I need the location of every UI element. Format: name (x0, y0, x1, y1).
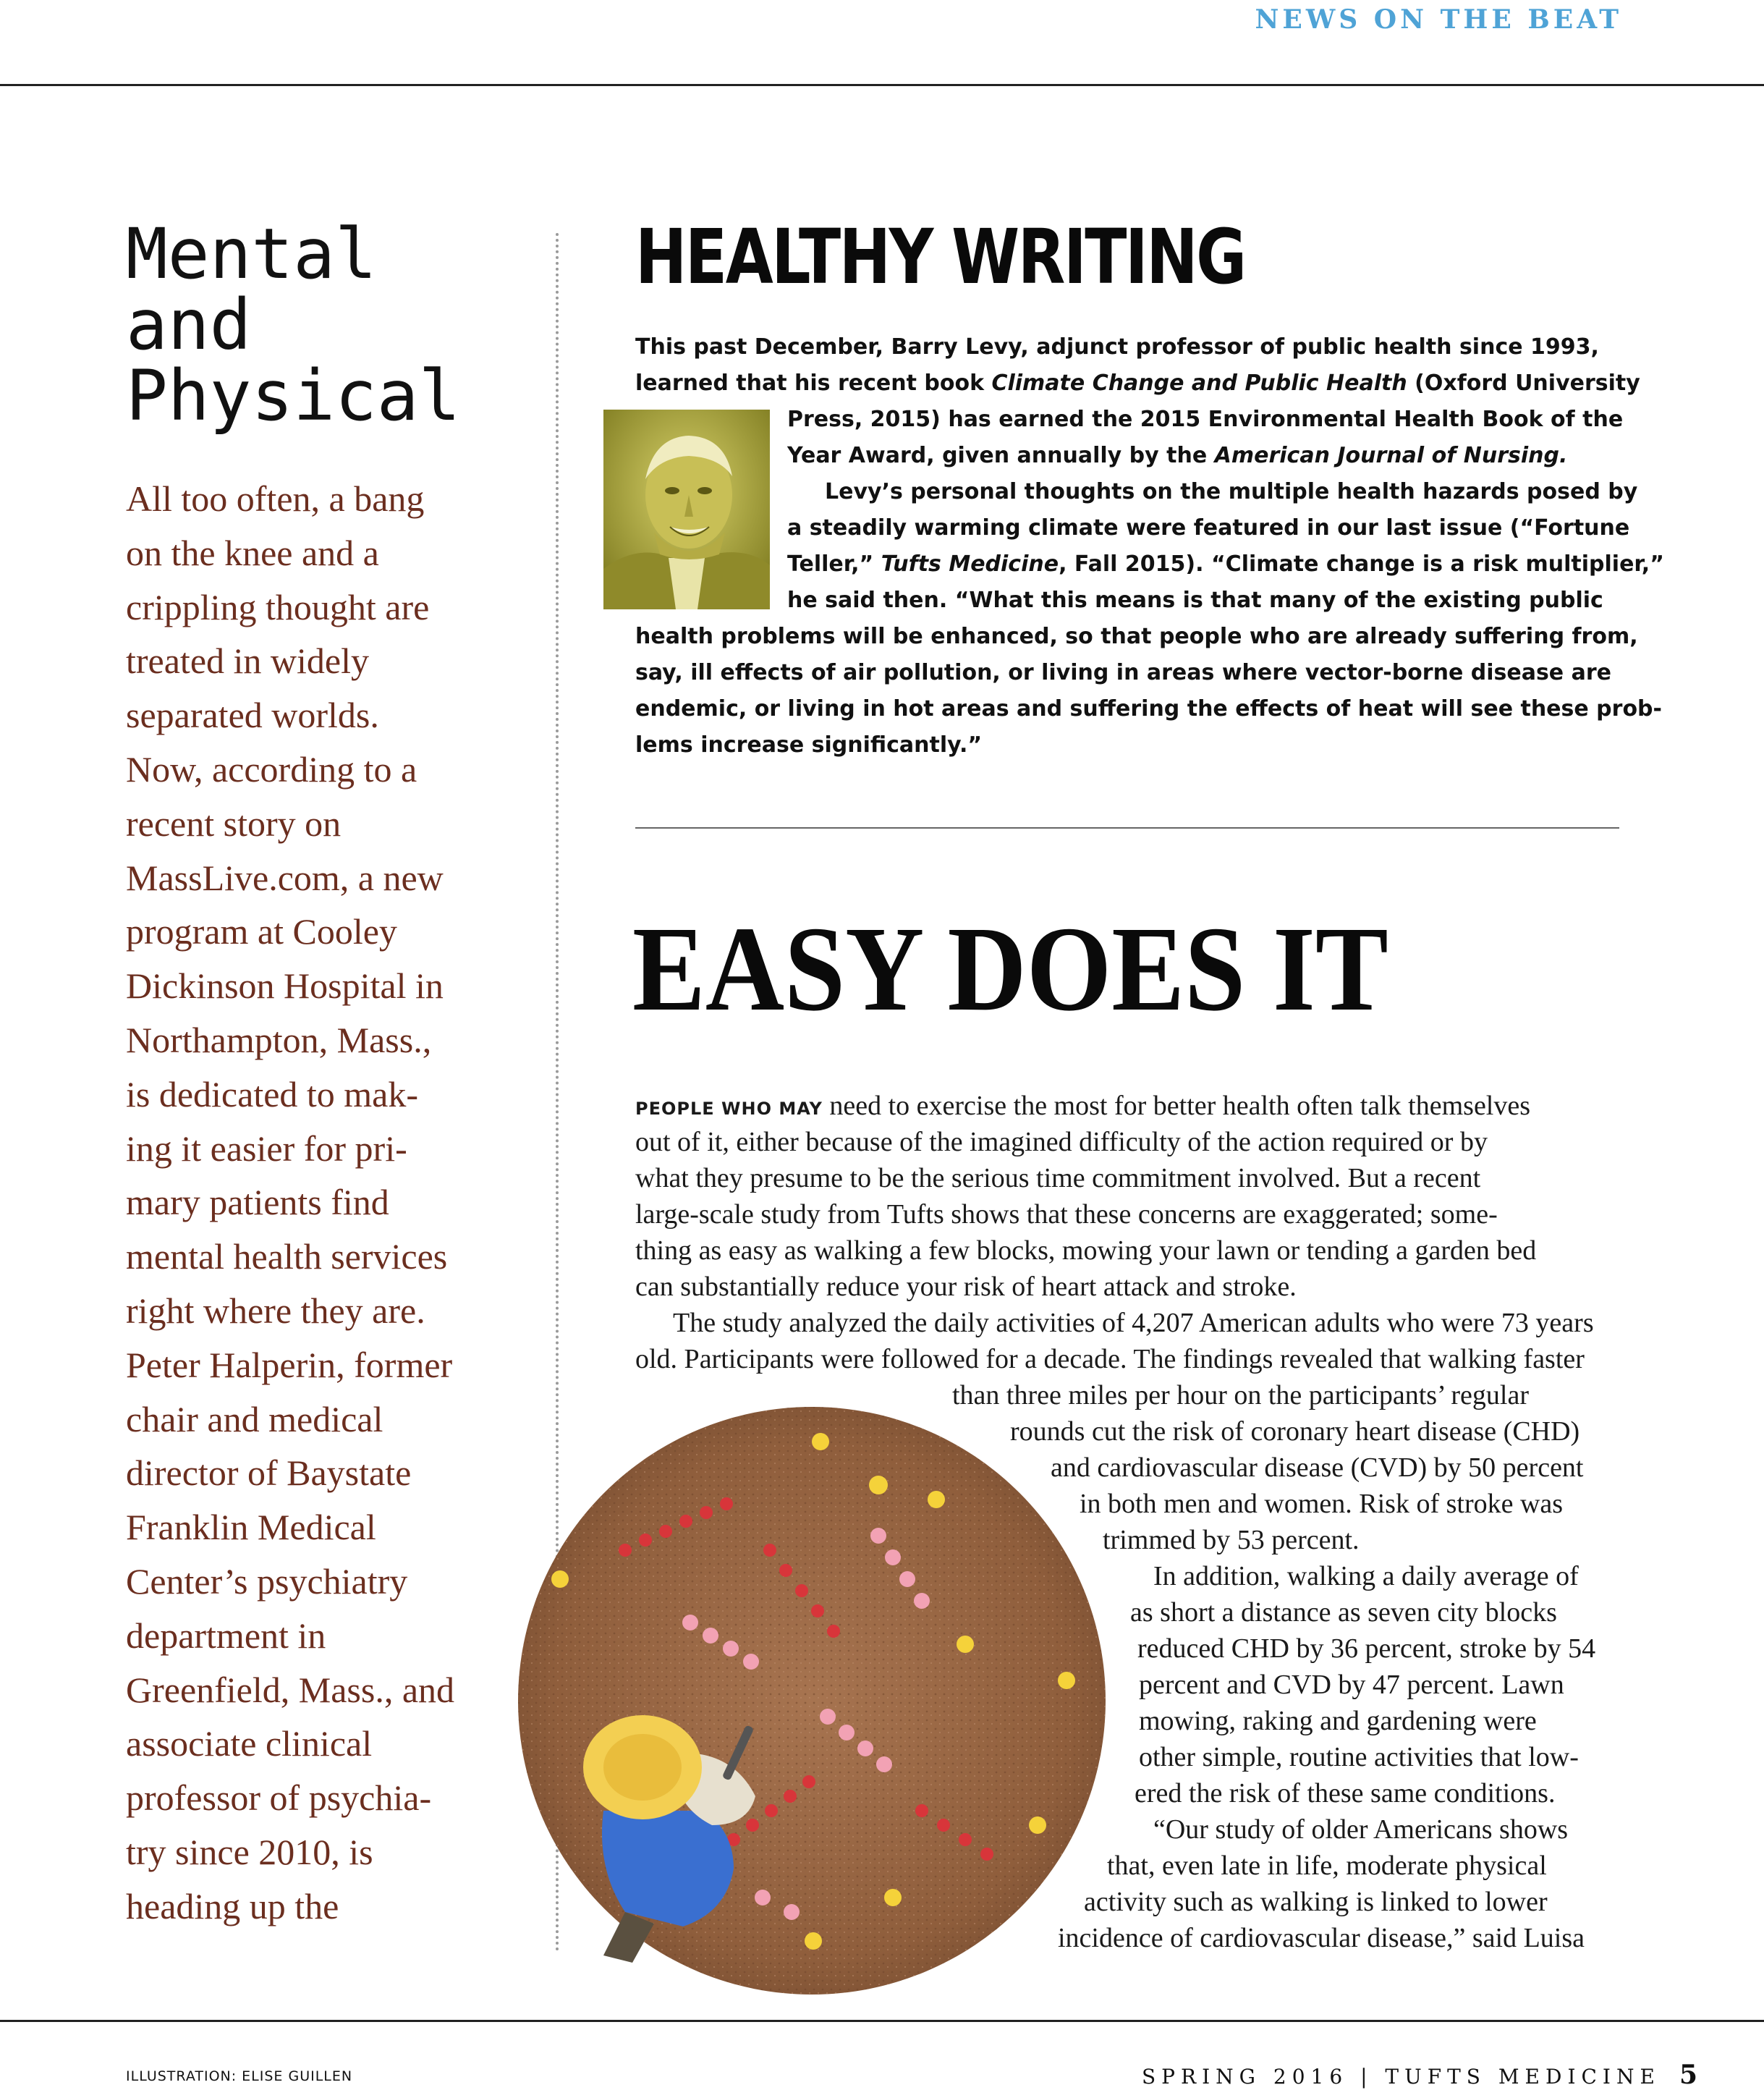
sidebar-line: Now, according to a (126, 748, 417, 790)
sidebar-line: Peter Halperin, former (126, 1344, 453, 1385)
easy-does-it-title: EASY DOES IT (632, 902, 1388, 1036)
hw-line (787, 551, 1664, 577)
section-label: NEWS ON THE BEAT (1255, 4, 1622, 35)
hw-line: Levy’s personal thoughts on the multiple health hazards posed by (825, 479, 1638, 504)
edi-line: ered the risk of these same conditions. (1135, 1778, 1556, 1809)
sidebar-title-line: Mental (126, 213, 377, 295)
edi-line: as short a distance as seven city blocks (1130, 1597, 1557, 1628)
sidebar-line: MassLive.com, a new (126, 857, 444, 898)
edi-line: reduced CHD by 36 percent, stroke by 54 (1137, 1633, 1596, 1664)
folio (1142, 2060, 1697, 2090)
edi-line: than three miles per hour on the participants’ regular (952, 1380, 1529, 1410)
edi-line: activity such as walking is linked to lower (1084, 1887, 1548, 1917)
hw-line: Press, 2015) has earned the 2015 Environmental Health Book of the (787, 407, 1624, 432)
sidebar-line: try since 2010, is (126, 1831, 373, 1872)
edi-line: out of it, either because of the imagined difficulty of the action required or by (635, 1127, 1488, 1157)
edi-line: can substantially reduce your risk of heart attack and stroke. (635, 1272, 1297, 1302)
lead-in: PEOPLE WHO MAY (635, 1099, 823, 1119)
sidebar-title-line: Physical (126, 355, 461, 436)
hw-line: he said then. “What this means is that many of the existing public (787, 588, 1603, 613)
sidebar-line: associate clinical (126, 1723, 373, 1764)
edi-line: thing as easy as walking a few blocks, mowing your lawn or tending a garden bed (635, 1235, 1537, 1266)
sidebar-body (126, 472, 509, 1934)
hw-line: a steadily warming climate were featured in our last issue (“Fortune (787, 515, 1630, 541)
edi-line: percent and CVD by 47 percent. Lawn (1139, 1670, 1564, 1700)
sidebar-line: ing it easier for pri- (126, 1128, 407, 1169)
book-title: Climate Change and Public Health (991, 371, 1407, 396)
hw-line (787, 443, 1567, 468)
sidebar-line: chair and medical (126, 1398, 383, 1439)
illustration-credit: ILLUSTRATION: ELISE GUILLEN (126, 2068, 353, 2084)
edi-line: in both men and women. Risk of stroke was (1080, 1489, 1564, 1519)
sidebar-line: is dedicated to mak- (126, 1073, 419, 1114)
section-divider (635, 827, 1619, 829)
sidebar-line: mary patients find (126, 1182, 389, 1223)
sidebar-line: separated worlds. (126, 695, 379, 736)
edi-line: mowing, raking and gardening were (1139, 1706, 1537, 1736)
sidebar-line: All too often, a bang (126, 478, 425, 519)
magazine-title: Tufts Medicine (881, 551, 1059, 577)
hw-text: (Oxford University (1407, 371, 1640, 396)
healthy-writing-title: HEALTHY WRITING (635, 213, 1245, 301)
sidebar-title-line: and (126, 284, 252, 365)
edi-line: and cardiovascular disease (CVD) by 50 percent (1051, 1452, 1584, 1483)
sidebar-line: Northampton, Mass., (126, 1019, 432, 1060)
edi-line: old. Participants were followed for a decade. The findings revealed that walking faster (635, 1344, 1585, 1374)
sidebar-line: director of Baystate (126, 1452, 412, 1494)
sidebar-line: Franklin Medical (126, 1507, 376, 1548)
hw-line: endemic, or living in hot areas and suffering the effects of heat will see these prob- (635, 696, 1662, 722)
hw-line: say, ill effects of air pollution, or living in areas where vector-borne disease are (635, 660, 1611, 685)
edi-line: that, even late in life, moderate physical (1107, 1850, 1547, 1881)
sidebar-line: heading up the (126, 1885, 339, 1926)
bottom-rule (0, 2020, 1764, 2022)
edi-line (635, 1090, 1530, 1122)
edi-text: need to exercise the most for better health often talk themselves (822, 1091, 1531, 1121)
sidebar-line: treated in widely (126, 640, 369, 682)
sidebar-line: department in (126, 1615, 326, 1656)
sidebar-line: professor of psychia- (126, 1777, 432, 1819)
journal-title: American Journal of Nursing. (1214, 443, 1568, 468)
hw-text: , Fall 2015). “Climate change is a risk multiplier,” (1059, 551, 1664, 577)
gardener-illustration (517, 1405, 1107, 1996)
hw-text: Teller,” (787, 551, 881, 577)
sidebar-line: crippling thought are (126, 586, 430, 627)
hw-text: Year Award, given annually by the (787, 443, 1215, 468)
edi-line: “Our study of older Americans shows (1153, 1814, 1569, 1845)
hw-line: health problems will be enhanced, so that people who are already suffering from, (635, 624, 1638, 649)
sidebar-line: Dickinson Hospital in (126, 965, 444, 1007)
hw-line: This past December, Barry Levy, adjunct professor of public health since 1993, (635, 334, 1599, 360)
edi-line: In addition, walking a daily average of (1153, 1561, 1579, 1591)
sidebar-title (126, 213, 531, 436)
page-number: 5 (1679, 2060, 1697, 2090)
edi-line: The study analyzed the daily activities of 4,207 American adults who were 73 years (673, 1308, 1594, 1338)
edi-line: trimmed by 53 percent. (1103, 1525, 1360, 1555)
hw-text: learned that his recent book (635, 371, 992, 396)
sidebar-line: mental health services (126, 1236, 448, 1277)
top-rule (0, 84, 1764, 86)
hw-line (635, 371, 1640, 396)
hw-line: lems increase significantly.” (635, 732, 983, 758)
edi-line: what they presume to be the serious time commitment involved. But a recent (635, 1163, 1481, 1193)
sidebar-line: right where they are. (126, 1290, 425, 1331)
edi-line: other simple, routine activities that low- (1139, 1742, 1579, 1772)
sidebar-line: program at Cooley (126, 911, 397, 952)
sidebar-line: Greenfield, Mass., and (126, 1669, 455, 1710)
edi-line: large-scale study from Tufts shows that these concerns are exaggerated; some- (635, 1199, 1498, 1230)
sidebar-line: Center’s psychiatry (126, 1560, 408, 1602)
issue-label: SPRING 2016 | TUFTS MEDICINE (1142, 2065, 1661, 2089)
edi-line: rounds cut the risk of coronary heart disease (CHD) (1010, 1416, 1580, 1447)
barry-levy-portrait (603, 410, 770, 609)
sidebar-line: on the knee and a (126, 532, 379, 573)
sidebar-line: recent story on (126, 803, 342, 844)
edi-line: incidence of cardiovascular disease,” said Luisa (1058, 1923, 1585, 1953)
